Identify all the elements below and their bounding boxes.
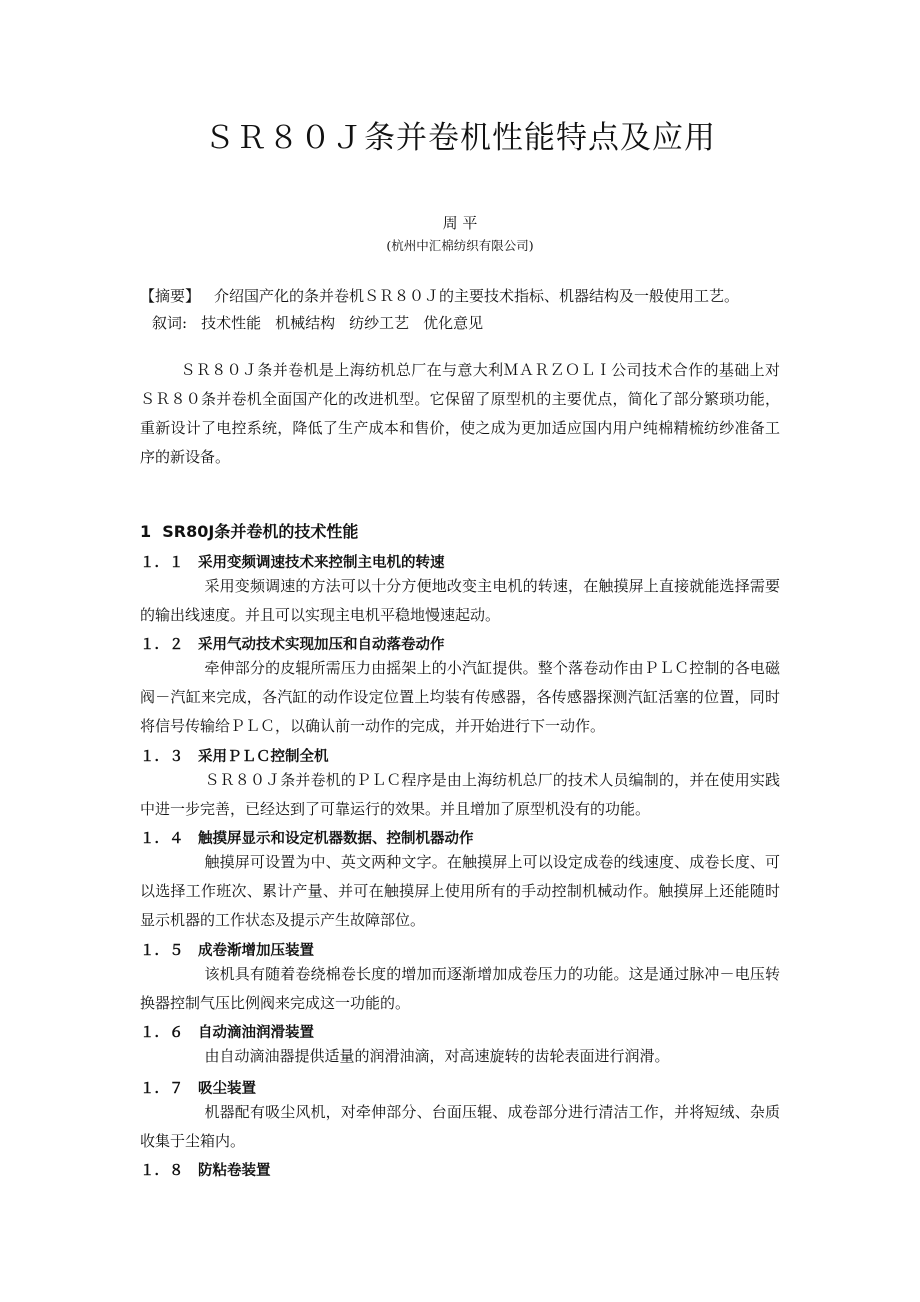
subsection-heading (140, 745, 329, 766)
author-name: 周 平 (442, 214, 478, 232)
subsection-heading (140, 1021, 314, 1042)
subsection-number: １．５ (140, 943, 184, 959)
author-affiliation: (杭州中汇棉纺织有限公司) (386, 238, 534, 253)
intro-paragraph: ＳＲ８０Ｊ条并卷机是上海纺机总厂在与意大利ＭＡＲＺＯＬＩ公司技术合作的基础上对ＳＲ８０条并卷机全面国产化的改进机型。它保留了原型机的主要优点，简化了部分繁琐功能，重新设计了电控系统，降低了生产成本和售价，使之成为更加适应国内用户纯棉精梳纺纱准备工序的新设备。 (140, 361, 780, 466)
subsection-number: １．３ (140, 749, 184, 765)
subsection-body: 采用变频调速的方法可以十分方便地改变主电机的转速，在触摸屏上直接就能选择需要的输出线速度。并且可以实现主电机平稳地慢速起动。 (140, 577, 780, 624)
subsection-number: １．７ (140, 1081, 184, 1097)
subsection-title: 采用变频调速技术来控制主电机的转速 (198, 555, 445, 571)
subsection-body: ＳＲ８０Ｊ条并卷机的ＰＬＣ程序是由上海纺机总厂的技术人员编制的，并在使用实践中进一步完善，已经达到了可靠运行的效果。并且增加了原型机没有的功能。 (140, 771, 780, 818)
abstract-text: 介绍国产化的条并卷机ＳＲ８０Ｊ的主要技术指标、机器结构及一般使用工艺。 (214, 287, 740, 305)
subsection-heading (140, 939, 314, 960)
subsection-title: 采用气动技术实现加压和自动落卷动作 (198, 637, 445, 653)
subsection-title: 吸尘装置 (198, 1081, 256, 1097)
section-number: 1 (140, 522, 152, 541)
section-title: SR80J条并卷机的技术性能 (162, 522, 359, 541)
subsection-body: 由自动滴油器提供适量的润滑油滴，对高速旋转的齿轮表面进行润滑。 (204, 1047, 670, 1065)
keyword: 技术性能 (201, 314, 262, 332)
subsection-number: １．６ (140, 1025, 184, 1041)
subsection-heading (140, 633, 445, 654)
subsection-heading (140, 1159, 271, 1180)
keywords (152, 311, 812, 335)
subsection-title: 触摸屏显示和设定机器数据、控制机器动作 (198, 831, 474, 847)
subsection-body: 该机具有随着卷绕棉卷长度的增加而逐渐增加成卷压力的功能。这是通过脉冲－电压转换器控制气压比例阀来完成这一功能的。 (140, 965, 780, 1012)
subsection-number: １．８ (140, 1163, 184, 1179)
section-heading (140, 519, 358, 542)
subsection-body: 牵伸部分的皮辊所需压力由摇架上的小汽缸提供。整个落卷动作由ＰＬＣ控制的各电磁阀－汽缸来完成，各汽缸的动作设定位置上均装有传感器，各传感器探测汽缸活塞的位置，同时将信号传输给ＰＬＣ，以确认前一动作的完成，并开始进行下一动作。 (140, 659, 780, 735)
keywords-label: 叙词: (152, 314, 188, 332)
subsection-title: 自动滴油润滑装置 (198, 1025, 314, 1041)
subsection-body: 机器配有吸尘风机，对牵伸部分、台面压辊、成卷部分进行清洁工作，并将短绒、杂质收集于尘箱内。 (140, 1103, 780, 1150)
subsection-number: １．４ (140, 831, 184, 847)
abstract-label: 【摘要】 (140, 287, 201, 305)
subsection-heading (140, 827, 474, 848)
subsection-number: １．１ (140, 555, 184, 571)
subsection-heading (140, 551, 445, 572)
keyword: 机械结构 (275, 314, 336, 332)
subsection-number: １．２ (140, 637, 184, 653)
document-title: ＳＲ８０Ｊ条并卷机性能特点及应用 (204, 120, 716, 156)
subsection-title: 成卷渐增加压装置 (198, 943, 314, 959)
subsection-title: 防粘卷装置 (198, 1163, 271, 1179)
keyword: 纺纱工艺 (349, 314, 410, 332)
subsection-body: 触摸屏可设置为中、英文两种文字。在触摸屏上可以设定成卷的线速度、成卷长度、可以选择工作班次、累计产量、并可在触摸屏上使用所有的手动控制机械动作。触摸屏上还能随时显示机器的工作状态及提示产生故障部位。 (140, 853, 780, 929)
subsection-title: 采用ＰＬＣ控制全机 (198, 749, 329, 765)
abstract (140, 284, 800, 308)
keyword: 优化意见 (423, 314, 484, 332)
subsection-heading (140, 1077, 256, 1098)
